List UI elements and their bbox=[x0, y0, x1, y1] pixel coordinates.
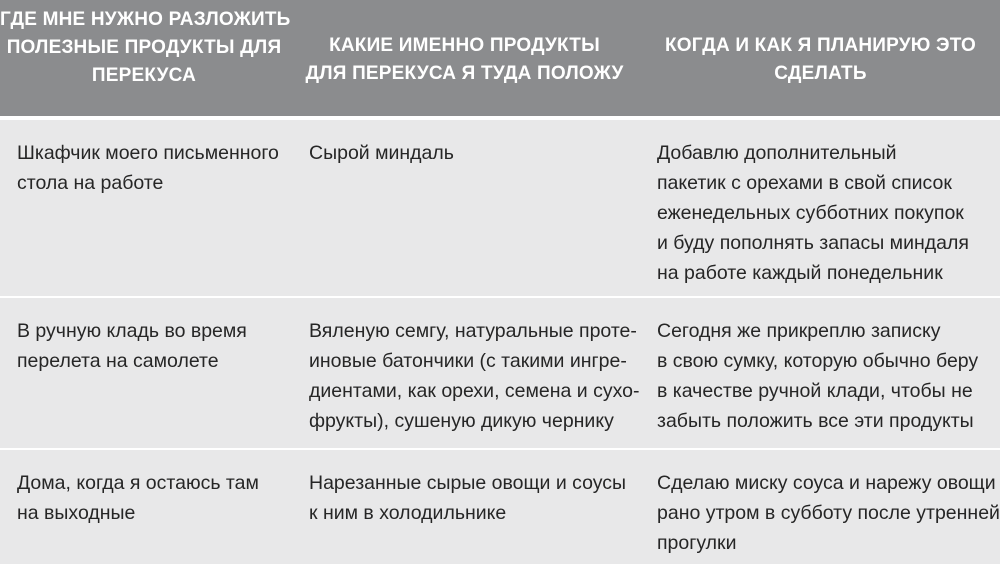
table-header bbox=[0, 0, 1000, 118]
table-row bbox=[0, 296, 1000, 448]
cell-line: на работе каждый понедельник bbox=[657, 262, 943, 284]
cell-line: фрукты), сушеную дикую чернику bbox=[309, 410, 614, 432]
cell-line: рано утром в субботу после утренней bbox=[657, 502, 1000, 524]
cell-what bbox=[288, 120, 641, 296]
header-when-line: СДЕЛАТЬ bbox=[774, 63, 867, 84]
cell-line: на выходные bbox=[17, 502, 136, 524]
cell-line: Сделаю миску соуса и нарежу овощи bbox=[657, 472, 996, 494]
cell-line: в свою сумку, которую обычно беру bbox=[657, 350, 979, 372]
cell-where bbox=[0, 450, 288, 564]
cell-when bbox=[641, 298, 1000, 448]
cell-line: и буду пополнять запасы миндаля bbox=[657, 232, 969, 254]
header-what-line: ДЛЯ ПЕРЕКУСА Я ТУДА ПОЛОЖУ bbox=[305, 63, 624, 84]
cell-what bbox=[288, 298, 641, 448]
header-where-line: ПОЛЕЗНЫЕ ПРОДУКТЫ ДЛЯ bbox=[6, 37, 282, 58]
cell-line: Вяленую семгу, натуральные проте- bbox=[309, 320, 637, 342]
cell-when bbox=[641, 120, 1000, 296]
header-what-line: КАКИЕ ИМЕННО ПРОДУКТЫ bbox=[329, 35, 600, 56]
cell-line: в качестве ручной клади, чтобы не bbox=[657, 380, 973, 402]
header-what bbox=[288, 0, 641, 116]
table-row bbox=[0, 118, 1000, 296]
header-where-line: ГДЕ МНЕ НУЖНО РАЗЛОЖИТЬ bbox=[0, 9, 291, 30]
cell-line: В ручную кладь во время bbox=[17, 320, 247, 342]
cell-line: еженедельных субботних покупок bbox=[657, 202, 964, 224]
cell-line: Добавлю дополнительный bbox=[657, 142, 897, 164]
cell-line: Шкафчик моего письменного bbox=[17, 142, 279, 164]
header-where-line: ПЕРЕКУСА bbox=[91, 65, 197, 86]
cell-what bbox=[288, 450, 641, 564]
cell-line: Сегодня же прикреплю записку bbox=[657, 320, 941, 342]
cell-line: диентами, как орехи, семена и сухо- bbox=[309, 380, 640, 402]
cell-line: Нарезанные сырые овощи и соусы bbox=[309, 472, 627, 494]
cell-line: Дома, когда я остаюсь там bbox=[17, 472, 259, 494]
cell-line: иновые батончики (с такими ингре- bbox=[309, 350, 627, 372]
header-when-line: КОГДА И КАК Я ПЛАНИРУЮ ЭТО bbox=[664, 35, 977, 56]
cell-line: перелета на самолете bbox=[17, 350, 219, 372]
cell-where bbox=[0, 298, 288, 448]
cell-line: Сырой миндаль bbox=[309, 142, 454, 164]
cell-where bbox=[0, 120, 288, 296]
cell-line: пакетик с орехами в свой список bbox=[657, 172, 952, 194]
table-row bbox=[0, 448, 1000, 564]
cell-line: к ним в холодильнике bbox=[309, 502, 507, 524]
cell-line: прогулки bbox=[657, 532, 737, 554]
header-when bbox=[641, 0, 1000, 116]
header-where bbox=[0, 0, 291, 116]
cell-when bbox=[641, 450, 1000, 564]
cell-line: стола на работе bbox=[17, 172, 164, 194]
cell-line: забыть положить все эти продукты bbox=[657, 410, 974, 432]
